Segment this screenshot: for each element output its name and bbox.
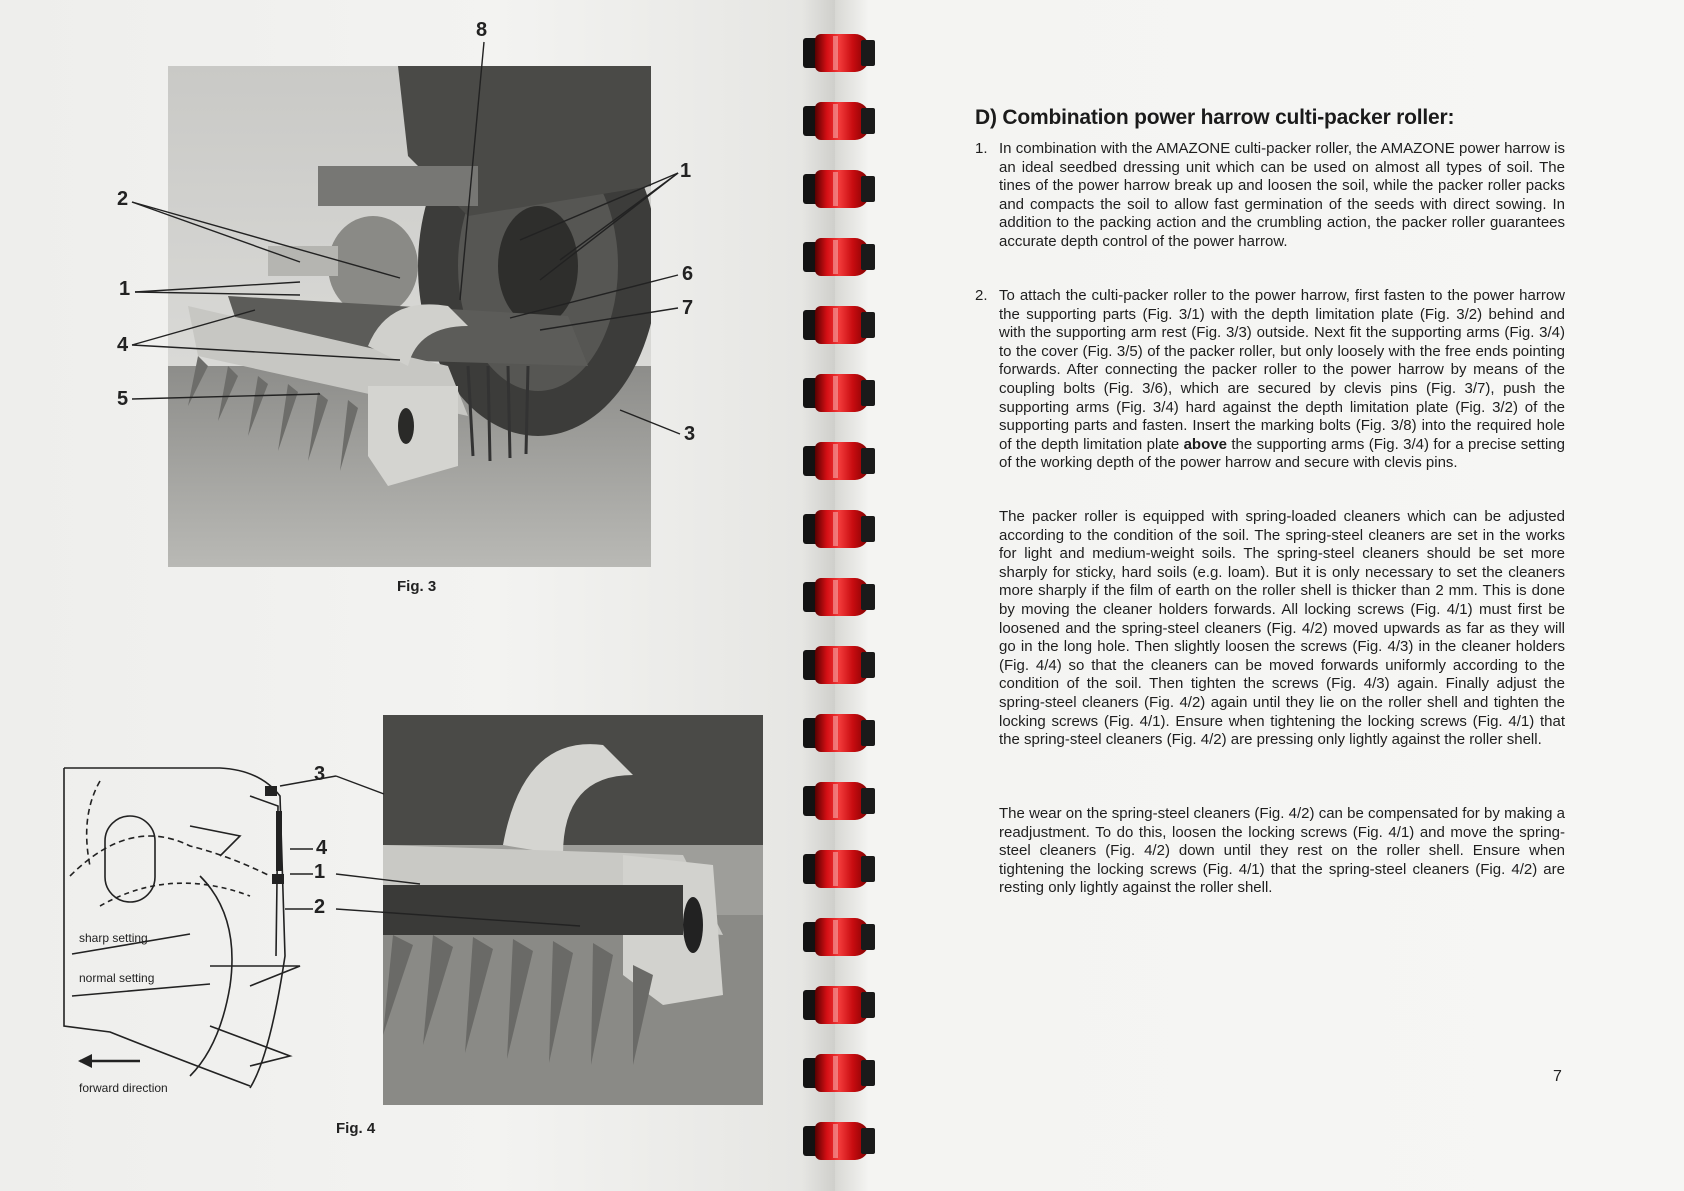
- page-number: 7: [1553, 1068, 1562, 1085]
- fig3-callout-7: 7: [682, 297, 694, 319]
- binding-ring: [803, 576, 879, 618]
- spiral-binding: [803, 0, 883, 1191]
- binding-ring: [803, 712, 879, 754]
- binding-ring: [803, 916, 879, 958]
- fig4-callout-2: 2: [314, 896, 326, 918]
- binding-ring: [803, 372, 879, 414]
- fig3-callout-8: 8: [476, 19, 488, 41]
- fig4-callout-1: 1: [314, 861, 326, 883]
- fig4-diagram: [50, 756, 350, 1092]
- binding-ring: [803, 780, 879, 822]
- binding-ring: [803, 32, 879, 74]
- fig3-photo: [168, 66, 651, 567]
- item-2-text-after: the supporting arms (Fig. 3/4) for a precise setting of the working depth of the power harrow and secure with clevis pins.: [999, 435, 1565, 472]
- item-2-number: 2.: [975, 287, 988, 304]
- item-2: [975, 287, 1565, 473]
- fig4-callout-3: 3: [314, 763, 326, 785]
- fig4-label-forward-direction: forward direction: [79, 1081, 168, 1095]
- binding-ring: [803, 168, 879, 210]
- fig3-callout-6: 6: [682, 263, 694, 285]
- paragraph-cleaners: The packer roller is equipped with spring-loaded cleaners which can be adjusted according to the condition of the soil. The spring-steel cleaners are set in the works for light and medium-weight soils. The spring-steel cleaners should be set more sharply for sticky, hard soils (e.g. loam). But it is only necessary to set the cleaners more sharply if the film of earth on the roller shell is thicker than 2 mm. This is done by moving the cleaner holders forwards. All locking screws (Fig. 4/1) must first be loosened and the spring-steel cleaners (Fig. 4/2) moved upwards as far as they will go in the long hole. Then slightly loosen the screws (Fig. 4/3) in the cleaner holders (Fig. 4/4) so that the cleaners can be moved forwards uniformly according to the condition of the soil. Then tighten the screws (Fig. 4/3) again. Finally adjust the spring-steel cleaners (Fig. 4/2) again until they lie on the roller shell and tighten the locking screws (Fig. 4/1). Ensure when tightening the locking screws (Fig. 4/1) that the spring-steel cleaners (Fig. 4/2) are pressing only lightly against the roller shell.: [999, 508, 1565, 749]
- fig3-callout-5: 5: [117, 388, 129, 410]
- binding-ring: [803, 440, 879, 482]
- item-1: [975, 140, 1565, 252]
- left-page: [0, 0, 835, 1191]
- binding-ring: [803, 984, 879, 1026]
- binding-ring: [803, 100, 879, 142]
- item-1-number: 1.: [975, 140, 988, 157]
- fig4-label-normal-setting: normal setting: [79, 971, 155, 985]
- fig3-callout-1-left: 1: [119, 278, 131, 300]
- binding-ring: [803, 644, 879, 686]
- fig4-photo: [383, 715, 763, 1105]
- fig4-callout-4: 4: [316, 837, 328, 859]
- binding-ring: [803, 848, 879, 890]
- item-2-bold-word: above: [1183, 435, 1227, 453]
- item-2-text-before: To attach the culti-packer roller to the power harrow, first fasten to the power harrow the supporting parts (Fig. 3/1) with the depth limitation plate (Fig. 3/2) behind and with the supporting arm rest (Fig. 3/3) outside. Next fit the supporting arms (Fig. 3/4) to the cover (Fig. 3/5) of the packer roller, but only loosely with the free ends pointing forwards. After connecting the packer roller to the power harrow by means of the coupling bolts (Fig. 3/6), which are secured by clevis pins (Fig. 3/7), push the supporting arms (Fig. 3/4) hard against the depth limitation plate (Fig. 3/2) of the supporting parts and fasten. Insert the marking bolts (Fig. 3/8) into the required hole of the depth limitation plate: [999, 287, 1565, 453]
- binding-ring: [803, 508, 879, 550]
- fig4-label-sharp-setting: sharp setting: [79, 931, 148, 945]
- binding-ring: [803, 1052, 879, 1094]
- fig3-callout-1-right: 1: [680, 160, 692, 182]
- fig3-callout-2: 2: [117, 188, 129, 210]
- fig3-callout-4: 4: [117, 334, 129, 356]
- fig4-caption: Fig. 4: [336, 1120, 376, 1137]
- binding-ring: [803, 236, 879, 278]
- paragraph-wear: The wear on the spring-steel cleaners (Fig. 4/2) can be compensated for by making a readjustment. To do this, loosen the locking screws (Fig. 4/1) and move the spring-steel cleaners (Fig. 4/2) down until they rest on the roller shell. Ensure when tightening the locking screws (Fig. 4/1) that the spring-steel cleaners (Fig. 4/2) are resting only lightly against the roller shell.: [999, 805, 1565, 897]
- binding-ring: [803, 304, 879, 346]
- item-1-text: In combination with the AMAZONE culti-packer roller, the AMAZONE power harrow is an ideal seedbed dressing unit which can be used on almost all types of soil. The tines of the power harrow break up and loosen the soil, while the packer roller packs and compacts the soil to allow fast germination of the seeds with direct sowing. In addition to the packing action and the crumbling action, the packer roller guarantees accurate depth control of the power harrow.: [999, 140, 1565, 250]
- fig3-callout-3: 3: [684, 423, 696, 445]
- section-title: D) Combination power harrow culti-packer roller:: [975, 106, 1455, 129]
- fig3-caption: Fig. 3: [397, 578, 437, 595]
- binding-ring: [803, 1120, 879, 1162]
